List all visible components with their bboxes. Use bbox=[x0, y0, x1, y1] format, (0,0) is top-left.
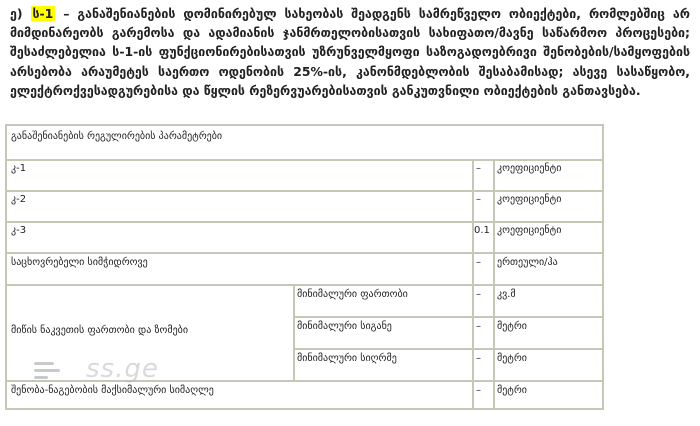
row-value: – bbox=[476, 385, 481, 396]
sub-row-value: – bbox=[476, 321, 481, 332]
row-label: კ-2 bbox=[11, 194, 27, 205]
table-divider bbox=[7, 380, 602, 382]
table-divider bbox=[7, 284, 602, 286]
row-label: საცხოვრებელი სიმჭიდროვე bbox=[11, 257, 148, 268]
row-label: კ-3 bbox=[11, 225, 27, 236]
table-divider bbox=[7, 159, 602, 161]
sub-row-label: მინიმალური ფართობი bbox=[297, 289, 408, 300]
table-divider bbox=[293, 316, 602, 318]
row-label: შენობა-ნაგებობის მაქსიმალური სიმაღლე bbox=[11, 385, 214, 396]
table-divider bbox=[293, 284, 295, 380]
sub-row-label: მინიმალური სიღრმე bbox=[297, 353, 397, 364]
row-unit: ერთეული/ჰა bbox=[497, 257, 558, 268]
row-unit: კოეფიციენტი bbox=[497, 194, 562, 205]
paragraph-prefix: ე) bbox=[10, 6, 31, 21]
table-divider bbox=[293, 348, 602, 350]
paragraph-text: – განაშენიანების დომინირებულ სახეობას შეადგენს სამრეწველო ობიექტები, რომლებშიც არ მიმდინარეობს გარემოსა და ადამიანის ჯანმრთელობისათვის სახიფათო/მავნე საწარმოო პროცესები; შესაძლებელია ს-1-ის ფუნქციონირებისათვის უზრუნველმყოფი საზოგადოებრივი შენობების/სამყოფების არსებობა არაუმეტეს საერთო ოდენობის 25%-ის, კანონმდებლობის შესაბამისად; ასევე სასაწყობო, ელექტროქვესადგურებისა და წყლის რეზერვუარებისათვის განკუთვნილი ობიექტების განთავსება. bbox=[10, 6, 690, 98]
row-unit: კოეფიციენტი bbox=[497, 225, 562, 236]
sub-row-unit: მეტრი bbox=[497, 353, 527, 364]
sub-row-label: მინიმალური სიგანე bbox=[297, 321, 392, 332]
table-divider bbox=[472, 159, 474, 408]
table-divider bbox=[7, 221, 602, 223]
table-title: განაშენიანების რეგულირების პარამეტრები bbox=[11, 131, 223, 142]
table-divider bbox=[7, 252, 602, 254]
row-value: – bbox=[476, 163, 481, 174]
sub-row-value: – bbox=[476, 289, 481, 300]
table-divider bbox=[7, 190, 602, 192]
row-value: – bbox=[476, 194, 481, 205]
row-unit: მეტრი bbox=[497, 385, 527, 396]
sub-row-unit: კვ.მ bbox=[497, 289, 516, 300]
parameters-table bbox=[5, 124, 604, 410]
row-unit: კოეფიციენტი bbox=[497, 163, 562, 174]
row-value: 0.1 bbox=[474, 225, 490, 236]
sub-row-value: – bbox=[476, 353, 481, 364]
table-divider bbox=[493, 159, 495, 408]
sub-row-unit: მეტრი bbox=[497, 321, 527, 332]
watermark-text: ss.ge bbox=[86, 354, 159, 384]
zone-code-highlight: ს-1 bbox=[32, 6, 54, 21]
land-group-label: მიწის ნაკვეთის ფართობი და ზომები bbox=[11, 325, 188, 336]
regulation-paragraph bbox=[10, 4, 690, 100]
row-value: – bbox=[476, 257, 481, 268]
row-label: კ-1 bbox=[11, 163, 27, 174]
